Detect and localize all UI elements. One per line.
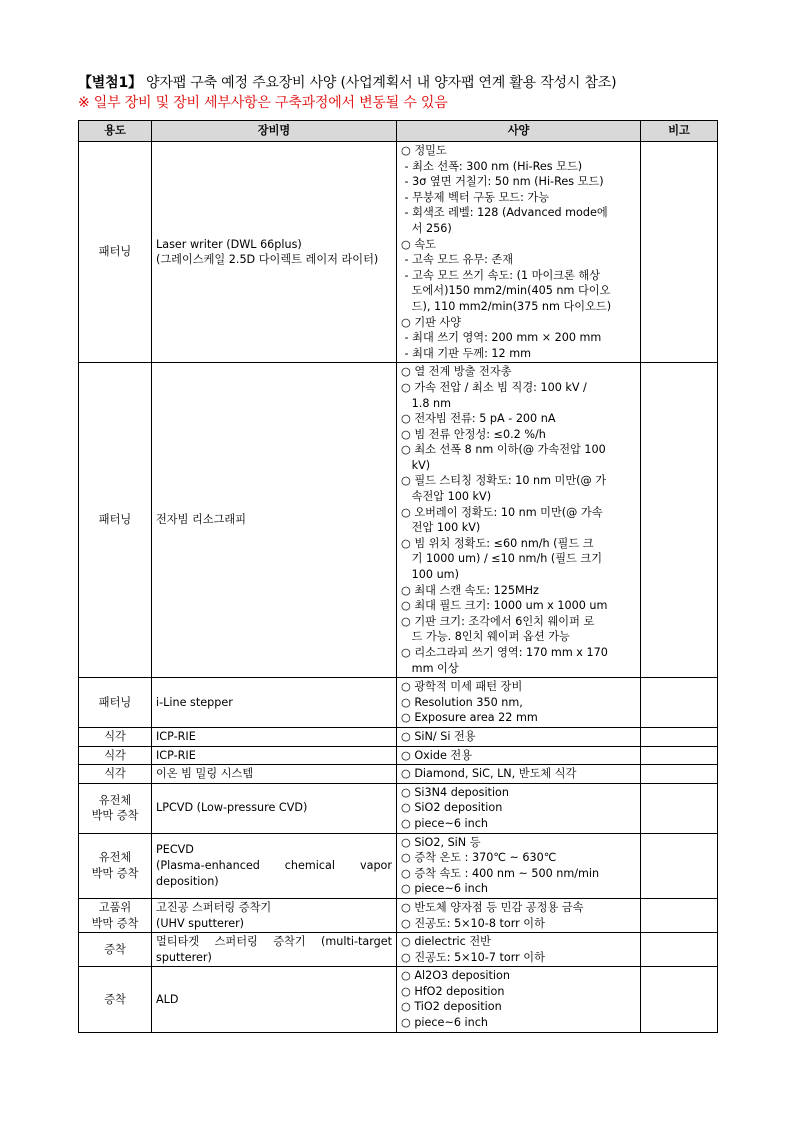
spec-line: ○ 정밀도	[401, 144, 447, 157]
equipment-name-line: 전자빔 리소그래피	[156, 513, 247, 527]
table-header-row	[79, 121, 718, 142]
spec-line: ○ 전자빔 전류: 5 pA - 200 nA	[401, 412, 556, 426]
cell-spec	[397, 142, 641, 363]
equipment-name-line: deposition)	[156, 874, 219, 888]
use-text: 패터닝	[98, 245, 132, 259]
spec-line: ○ Exposure area 22 mm	[401, 711, 538, 725]
page-title	[78, 72, 616, 92]
cell-use	[79, 933, 152, 967]
spec-line: - 3σ 옆면 거칠기: 50 nm (Hi-Res 모드)	[401, 175, 604, 189]
cell-equipment-name	[152, 746, 397, 765]
cell-equipment-name	[152, 933, 397, 967]
use-text: 박막 증착	[91, 809, 139, 823]
cell-equipment-name	[152, 363, 397, 678]
spec-line: ○ 필드 스티칭 정확도: 10 nm 미만(@ 가	[401, 474, 607, 488]
table-row	[79, 363, 718, 678]
equipment-name-line: 이온 빔 밀링 시스템	[156, 767, 254, 781]
spec-line: ○ 반도체 양자점 등 민감 공정용 금속	[401, 900, 584, 914]
spec-line: ○ 가속 전압 / 최소 빔 직경: 100 kV /	[401, 380, 587, 394]
equipment-name-line: sputterer)	[156, 950, 212, 964]
table-row	[79, 933, 718, 967]
use-text: 고품위	[98, 900, 132, 914]
equipment-name-line: ALD	[156, 992, 179, 1006]
use-text: 패터닝	[98, 513, 132, 527]
cell-note	[641, 727, 718, 746]
spec-line: ○ SiO2, SiN 등	[401, 835, 481, 849]
spec-line: ○ dielectric 전반	[401, 935, 491, 949]
cell-equipment-name	[152, 678, 397, 728]
spec-line: 1.8 nm	[401, 396, 452, 410]
spec-line: ○ 리소그라피 쓰기 영역: 170 mm x 170	[401, 646, 608, 659]
notice-text: ※ 일부 장비 및 장비 세부사항은 구축과정에서 변동될 수 있음	[78, 95, 448, 111]
cell-spec	[397, 783, 641, 833]
spec-line: ○ 오버레이 정확도: 10 nm 미만(@ 가속	[401, 505, 603, 519]
spec-line: 전압 100 kV)	[401, 521, 481, 535]
cell-spec	[397, 967, 641, 1032]
spec-line: ○ 속도	[401, 237, 436, 251]
cell-use	[79, 142, 152, 363]
table-row	[79, 765, 718, 784]
use-text: 유전체	[98, 793, 132, 807]
spec-line: 속전압 100 kV)	[401, 490, 492, 504]
spec-line: kV)	[401, 458, 431, 472]
equipment-name-line: (Plasma-enhanced chemical vapor	[156, 858, 392, 872]
spec-line: ○ SiO2 deposition	[401, 801, 503, 815]
cell-note	[641, 746, 718, 765]
spec-line: ○ Al2O3 deposition	[401, 969, 510, 983]
cell-use	[79, 746, 152, 765]
spec-line: ○ HfO2 deposition	[401, 984, 505, 998]
cell-use	[79, 678, 152, 728]
spec-line: ○ Diamond, SiC, LN, 반도체 식각	[401, 767, 577, 781]
spec-line: - 고속 모드 유무: 존재	[401, 253, 514, 267]
cell-use	[79, 898, 152, 932]
cell-use	[79, 783, 152, 833]
use-text: 식각	[104, 729, 126, 743]
header-note: 비고	[641, 121, 718, 142]
spec-line: - 회색조 레벨: 128 (Advanced mode에	[401, 206, 608, 220]
cell-equipment-name	[152, 765, 397, 784]
cell-note	[641, 967, 718, 1032]
cell-note	[641, 783, 718, 833]
cell-spec	[397, 898, 641, 932]
cell-spec	[397, 678, 641, 728]
cell-spec	[397, 746, 641, 765]
cell-spec	[397, 833, 641, 898]
spec-line: ○ 최소 선폭 8 nm 이하(@ 가속전압 100	[401, 443, 606, 457]
table-row	[79, 678, 718, 728]
equipment-name-line: i-Line stepper	[156, 695, 233, 709]
spec-line: ○ piece~6 inch	[401, 1016, 488, 1030]
cell-use	[79, 967, 152, 1032]
table-row	[79, 898, 718, 932]
spec-line: ○ Si3N4 deposition	[401, 785, 509, 799]
cell-equipment-name	[152, 898, 397, 932]
equipment-name-line: (UHV sputterer)	[156, 916, 245, 930]
cell-note	[641, 142, 718, 363]
table-body	[79, 142, 718, 1033]
spec-line: 드 가능. 8인치 웨이퍼 옵션 가능	[401, 630, 570, 644]
spec-line: 100 um)	[401, 568, 459, 582]
spec-line: - 최소 선폭: 300 nm (Hi-Res 모드)	[401, 159, 583, 173]
use-text: 박막 증착	[91, 916, 139, 930]
spec-line: - 최대 기판 두께: 12 mm	[401, 346, 532, 360]
spec-line: ○ Resolution 350 nm,	[401, 695, 523, 709]
spec-line: ○ piece~6 inch	[401, 882, 488, 896]
table-row	[79, 727, 718, 746]
header-equipment-name: 장비명	[152, 121, 397, 142]
spec-line: mm 이상	[401, 661, 459, 675]
spec-line: 드), 110 mm2/min(375 nm 다이오드)	[401, 299, 612, 313]
cell-equipment-name	[152, 727, 397, 746]
cell-use	[79, 833, 152, 898]
cell-use	[79, 727, 152, 746]
use-text: 식각	[104, 748, 126, 762]
table-row	[79, 783, 718, 833]
use-text: 패터닝	[98, 695, 132, 709]
cell-use	[79, 765, 152, 784]
cell-spec	[397, 727, 641, 746]
spec-line: ○ 기판 크기: 조각에서 6인치 웨이퍼 로	[401, 614, 595, 628]
cell-note	[641, 898, 718, 932]
spec-line: ○ 진공도: 5×10-8 torr 이하	[401, 916, 545, 930]
equipment-name-line: ICP-RIE	[156, 748, 196, 762]
cell-spec	[397, 933, 641, 967]
table-row	[79, 833, 718, 898]
title-text: 양자팹 구축 예정 주요장비 사양 (사업계획서 내 양자팹 연계 활용 작성시 참조)	[141, 75, 617, 91]
spec-line: 도에서)150 mm2/min(405 nm 다이오	[401, 284, 611, 298]
spec-line: ○ SiN/ Si 전용	[401, 729, 476, 743]
spec-line: ○ Oxide 전용	[401, 748, 473, 762]
spec-line: ○ 열 전계 방출 전자총	[401, 365, 512, 379]
spec-line: ○ 최대 필드 크기: 1000 um x 1000 um	[401, 599, 608, 613]
table-row	[79, 142, 718, 363]
spec-line: - 고속 모드 쓰기 속도: (1 마이크론 해상	[401, 268, 601, 282]
use-text: 증착	[104, 992, 126, 1006]
cell-note	[641, 833, 718, 898]
spec-line: ○ TiO2 deposition	[401, 1000, 502, 1014]
spec-line: ○ 최대 스캔 속도: 125MHz	[401, 583, 539, 597]
cell-equipment-name	[152, 967, 397, 1032]
use-text: 증착	[104, 942, 126, 956]
equipment-name-line: ICP-RIE	[156, 729, 196, 743]
table-row	[79, 746, 718, 765]
attachment-label: 【별첨1】	[78, 75, 142, 91]
equipment-name-line: 고진공 스퍼터링 증착기	[156, 900, 272, 914]
equipment-name-line: Laser writer (DWL 66plus)	[156, 237, 302, 251]
spec-line: - 최대 쓰기 영역: 200 mm × 200 mm	[401, 331, 602, 345]
spec-line: 서 256)	[401, 221, 452, 235]
spec-line: ○ 광학적 미세 패턴 장비	[401, 680, 523, 694]
cell-note	[641, 363, 718, 678]
cell-equipment-name	[152, 833, 397, 898]
cell-spec	[397, 765, 641, 784]
spec-line: ○ 증착 속도 : 400 nm ~ 500 nm/min	[401, 866, 600, 880]
cell-use	[79, 363, 152, 678]
use-text: 박막 증착	[91, 866, 139, 880]
header-spec: 사양	[397, 121, 641, 142]
cell-equipment-name	[152, 783, 397, 833]
header-use: 용도	[79, 121, 152, 142]
equipment-name-line: PECVD	[156, 843, 194, 857]
cell-note	[641, 678, 718, 728]
spec-line: - 무붕제 벡터 구동 모드: 가능	[401, 190, 550, 204]
spec-line: ○ 증착 온도 : 370℃ ~ 630℃	[401, 851, 557, 865]
cell-note	[641, 933, 718, 967]
spec-line: ○ 기판 사양	[401, 315, 462, 329]
use-text: 식각	[104, 767, 126, 781]
spec-line: ○ 빔 위치 정확도: ≤60 nm/h (필드 크	[401, 536, 594, 550]
spec-line: ○ 진공도: 5×10-7 torr 이하	[401, 950, 545, 964]
spec-line: 기 1000 um) / ≤10 nm/h (필드 크기	[401, 552, 603, 566]
use-text: 유전체	[98, 851, 132, 865]
equipment-spec-table	[78, 120, 718, 1033]
equipment-name-line: 멀티타겟 스퍼터링 증착기 (multi-target	[156, 935, 392, 949]
spec-line: ○ piece~6 inch	[401, 816, 488, 830]
equipment-name-line: LPCVD (Low-pressure CVD)	[156, 801, 308, 815]
table-row	[79, 967, 718, 1032]
spec-line: ○ 빔 전류 안정성: ≤0.2 %/h	[401, 427, 546, 441]
cell-equipment-name	[152, 142, 397, 363]
equipment-name-line: (그레이스케일 2.5D 다이렉트 레이저 라이터)	[156, 253, 379, 267]
cell-spec	[397, 363, 641, 678]
cell-note	[641, 765, 718, 784]
